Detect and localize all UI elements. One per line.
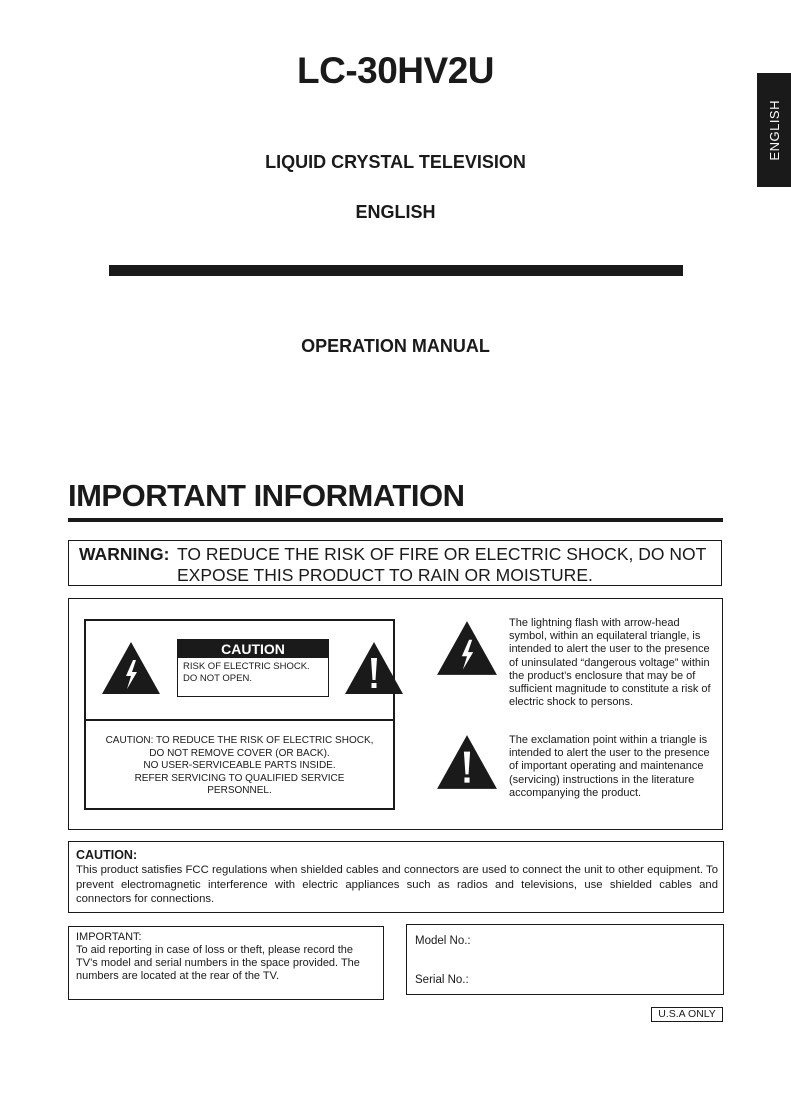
lightning-triangle-icon xyxy=(435,619,499,677)
caution-divider xyxy=(86,719,393,721)
caution-line: CAUTION: TO REDUCE THE RISK OF ELECTRIC SHOCK, xyxy=(105,735,374,746)
serial-number-label: Serial No.: xyxy=(415,974,469,986)
fcc-caution-title: CAUTION: xyxy=(76,848,138,862)
caution-label-head: CAUTION xyxy=(178,640,328,658)
important-note-text: To aid reporting in case of loss or theft, please record the TV’s model and serial numbers in the space provided. The numbers are located at the rear of the TV. xyxy=(76,944,360,982)
warning-box xyxy=(68,540,722,586)
language-heading: ENGLISH xyxy=(355,202,436,222)
header-divider xyxy=(109,265,683,276)
fcc-caution-text: This product satisfies FCC regulations when shielded cables and connectors are used to connect the unit to other equipment. To prevent electromagnetic interference with electric appliances such as radios and televisions, use shielded cables and connectors for connections. xyxy=(76,864,718,905)
exclamation-description: The exclamation point within a triangle is intended to alert the user to the presence of important operating and maintenance (servicing) instructions in the literature accompanying the product. xyxy=(509,734,710,799)
warning-text: TO REDUCE THE RISK OF FIRE OR ELECTRIC SHOCK, DO NOT EXPOSE THIS PRODUCT TO RAIN OR MOISTURE. xyxy=(177,544,706,585)
caution-label-line: RISK OF ELECTRIC SHOCK. xyxy=(183,661,310,672)
caution-line: DO NOT REMOVE COVER (OR BACK). xyxy=(149,747,330,759)
model-title: LC-30HV2U xyxy=(297,50,494,91)
side-tab-label: ENGLISH xyxy=(766,99,782,161)
section-divider xyxy=(68,518,723,522)
lightning-triangle-icon xyxy=(100,640,162,696)
caution-label-line: DO NOT OPEN. xyxy=(183,673,252,684)
manual-heading: OPERATION MANUAL xyxy=(301,336,490,356)
region-badge: U.S.A ONLY xyxy=(651,1007,723,1022)
exclamation-triangle-icon xyxy=(343,640,405,696)
important-note-box xyxy=(68,926,384,1000)
caution-panel-text xyxy=(86,735,393,798)
exclamation-triangle-icon xyxy=(435,733,499,791)
serial-record-box xyxy=(406,924,724,995)
caution-label xyxy=(177,639,329,697)
model-number-label: Model No.: xyxy=(415,935,471,947)
caution-line: REFER SERVICING TO QUALIFIED SERVICE xyxy=(134,772,345,784)
fcc-caution-box xyxy=(68,841,724,913)
warning-label: WARNING: xyxy=(79,544,170,564)
lightning-description: The lightning flash with arrow-head symbol, within an equilateral triangle, is intended to alert the user to the presence of uninsulated “dangerous voltage” within the product’s enclosure that may be of sufficient magnitude to constitute a risk of electric shock to persons. xyxy=(509,617,711,709)
product-subtitle: LIQUID CRYSTAL TELEVISION xyxy=(265,152,526,172)
section-title: IMPORTANT INFORMATION xyxy=(68,478,465,513)
caution-line: NO USER-SERVICEABLE PARTS INSIDE. xyxy=(143,760,336,771)
important-note-title: IMPORTANT: xyxy=(76,931,142,943)
caution-panel xyxy=(84,619,395,810)
symbol-box xyxy=(68,598,723,830)
caution-line: PERSONNEL. xyxy=(207,785,272,796)
